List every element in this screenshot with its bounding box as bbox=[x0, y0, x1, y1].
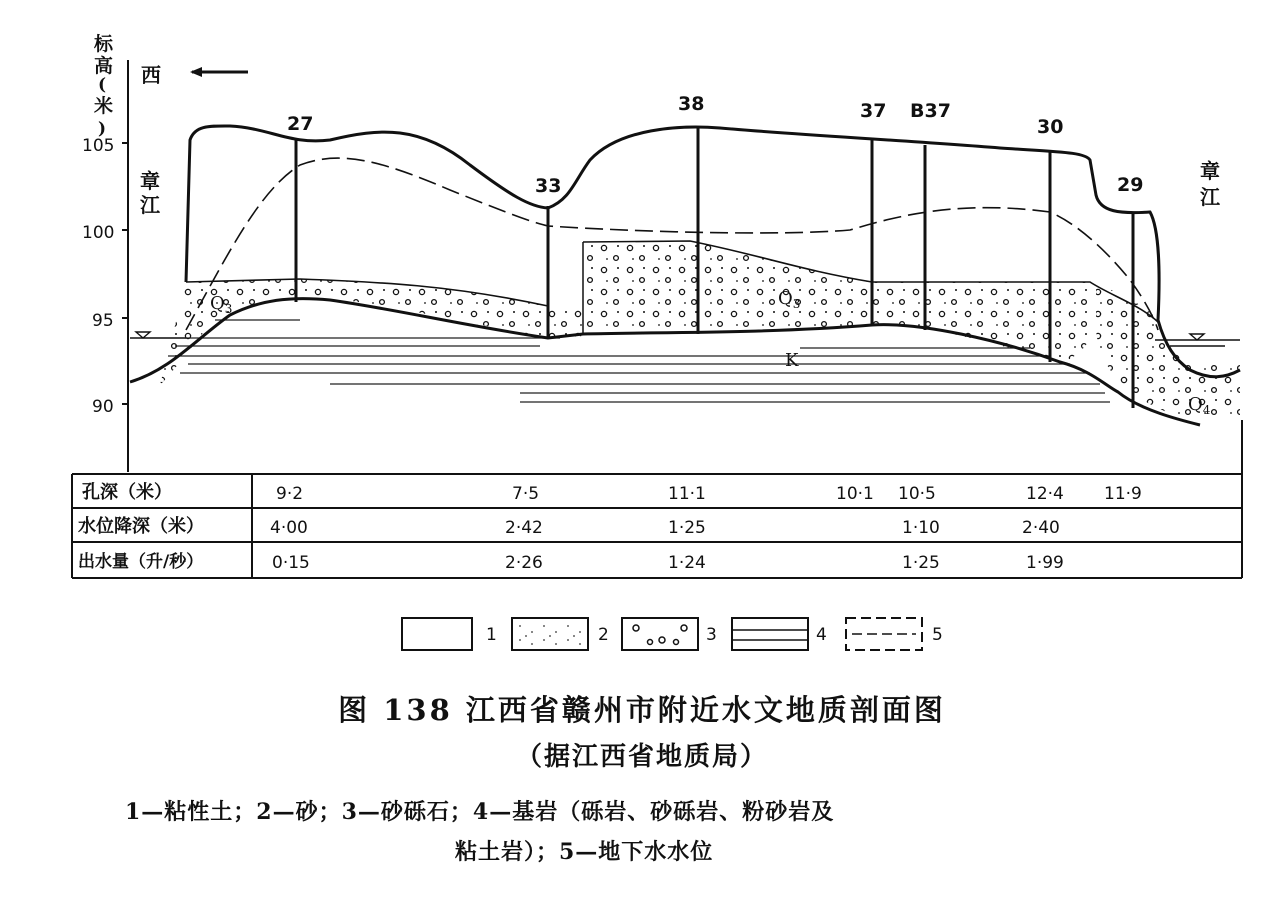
axis-label-char: 标 bbox=[94, 33, 114, 55]
figure-title: 图 138 江西省赣州市附近水文地质剖面图 bbox=[338, 693, 946, 727]
borehole-label: 30 bbox=[1037, 116, 1064, 138]
river-right-char: 章 bbox=[1200, 159, 1220, 183]
table-cell: 1·24 bbox=[668, 553, 706, 573]
unit-k: K bbox=[785, 350, 799, 371]
table-row-header: 水位降深（米） bbox=[78, 516, 204, 537]
legend-item-water-table bbox=[846, 618, 943, 650]
axis-label-char: 高 bbox=[94, 55, 114, 77]
river-left-char: 江 bbox=[140, 193, 160, 217]
west-arrow-head bbox=[190, 67, 202, 77]
table-cell: 0·15 bbox=[272, 553, 310, 573]
river-right bbox=[1200, 159, 1221, 209]
axis-label-char: ) bbox=[98, 119, 107, 139]
river-right-char: 江 bbox=[1200, 185, 1220, 209]
unit-q3-mid: $Q_3$ bbox=[778, 288, 801, 311]
legend-item-clay bbox=[402, 618, 497, 650]
table-cell: 12·4 bbox=[1026, 484, 1064, 504]
table-cell: 1·10 bbox=[902, 518, 940, 538]
unit-q3-left: $Q_3$ bbox=[210, 293, 233, 316]
legend-number: 2 bbox=[598, 625, 609, 645]
table-cell: 10·5 bbox=[898, 484, 936, 504]
table-cell: 7·5 bbox=[512, 484, 540, 504]
legend-item-sand bbox=[512, 618, 609, 650]
table-cell: 1·99 bbox=[1026, 553, 1064, 573]
axis-label-char: ( bbox=[98, 75, 107, 95]
legend-item-gravel bbox=[622, 618, 717, 650]
table-cell: 2·42 bbox=[505, 518, 543, 538]
river-left bbox=[140, 169, 161, 217]
table-cell: 1·25 bbox=[668, 518, 706, 538]
legend-number: 1 bbox=[486, 625, 497, 645]
legend-number: 5 bbox=[932, 625, 943, 645]
figure-note: 粘土岩）；5—地下水水位 bbox=[455, 839, 714, 865]
table-cell: 4·00 bbox=[270, 518, 308, 538]
table-row-header: 出水量（升/秒） bbox=[78, 552, 204, 572]
borehole-label: 33 bbox=[535, 175, 562, 197]
borehole-label: 37 bbox=[860, 100, 887, 122]
axis-tick-label: 90 bbox=[92, 397, 114, 417]
table-cell: 10·1 bbox=[836, 484, 874, 504]
legend-item-bedrock bbox=[732, 618, 827, 650]
figure-source: （据江西省地质局） bbox=[515, 742, 768, 772]
borehole-label: B37 bbox=[910, 100, 951, 122]
legend-number: 3 bbox=[706, 625, 717, 645]
axis-label-char: 米 bbox=[94, 95, 114, 117]
table-cell: 2·26 bbox=[505, 553, 543, 573]
legend bbox=[400, 610, 960, 656]
table-cell: 9·2 bbox=[276, 484, 304, 504]
axis-tick-label: 105 bbox=[82, 136, 115, 156]
table-cell: 11·1 bbox=[668, 484, 706, 504]
borehole-label: 29 bbox=[1117, 174, 1144, 196]
borehole-labels bbox=[287, 93, 1143, 197]
table-cell: 2·40 bbox=[1022, 518, 1060, 538]
river-left-char: 章 bbox=[140, 169, 160, 193]
legend-number: 4 bbox=[816, 625, 827, 645]
west-label: 西 bbox=[141, 63, 161, 87]
table-row-header: 孔深（米） bbox=[82, 482, 172, 503]
borehole-label: 27 bbox=[287, 113, 314, 135]
axis-tick-label: 95 bbox=[92, 311, 114, 331]
borehole-label: 38 bbox=[678, 93, 705, 115]
figure-note: 1—粘性土；2—砂；3—砂砾石；4—基岩（砾岩、砂砾岩、粉砂岩及 bbox=[125, 799, 835, 825]
unit-q4: $Q_4$ bbox=[1188, 394, 1211, 417]
borehole-data-table bbox=[72, 420, 1242, 578]
table-cell: 1·25 bbox=[902, 553, 940, 573]
table-cell: 11·9 bbox=[1104, 484, 1142, 504]
axis-tick-label: 100 bbox=[82, 223, 115, 243]
elevation-axis bbox=[82, 32, 128, 472]
west-direction bbox=[141, 63, 248, 87]
